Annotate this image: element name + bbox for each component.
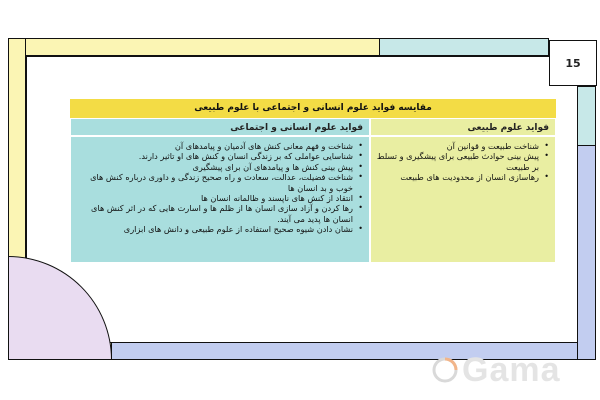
page-number: 15: [565, 56, 581, 70]
list-item: • شناخت فضیلت، عدالت، سعادت و راه صحیح زندگی و داوری درباره کنش های خوب و بد انسان ها: [75, 172, 353, 193]
list-item: • پیش بینی حوادث طبیعی برای پیشگیری و تسلط بر طبیعت: [375, 151, 539, 172]
natural-sciences-cell: [370, 136, 556, 263]
list-item: • شناسایی عواملی که بر زندگی انسان و کنش های او تاثیر دارند.: [75, 151, 353, 161]
humanities-cell: [70, 136, 370, 263]
list-item: • شناخت طبیعت و قوانین آن: [375, 141, 539, 151]
frame-top-teal-band: [379, 38, 549, 56]
list-item: • رهاسازی انسان از محدودیت های طبیعت: [375, 172, 539, 182]
comparison-table: [70, 99, 556, 263]
list-item: • رها کردن و آزاد سازی انسان ها از ظلم ها و اسارت هایی که در اثر کنش های انسان ها پدید می آیند.: [75, 203, 353, 224]
header-humanities: فواید علوم انسانی و اجتماعی: [70, 118, 370, 136]
gama-watermark: [432, 350, 582, 390]
frame-right-teal-band: [577, 86, 596, 146]
table-title: مقایسه فواید علوم انسانی و اجتماعی با علوم طبیعی: [70, 99, 556, 118]
frame-right-blue-band: [577, 145, 596, 360]
watermark-text: Gama: [462, 350, 561, 389]
list-item: • شناخت و فهم معانی کنش های آدمیان و پیامدهای آن: [75, 141, 353, 151]
frame-top-yellow-band: [8, 38, 380, 56]
page-number-box: [549, 40, 597, 86]
list-item: • انتقاد از کنش های ناپسند و ظالمانه انسان ها: [75, 193, 353, 203]
list-item: • پیش بینی کنش ها و پیامدهای آن برای پیشگیری: [75, 162, 353, 172]
gama-logo-icon: [432, 357, 458, 383]
header-natural-sciences: فواید علوم طبیعی: [370, 118, 556, 136]
list-item: • نشان دادن شیوه صحیح استفاده از علوم طبیعی و دانش های ابزاری: [75, 224, 353, 234]
